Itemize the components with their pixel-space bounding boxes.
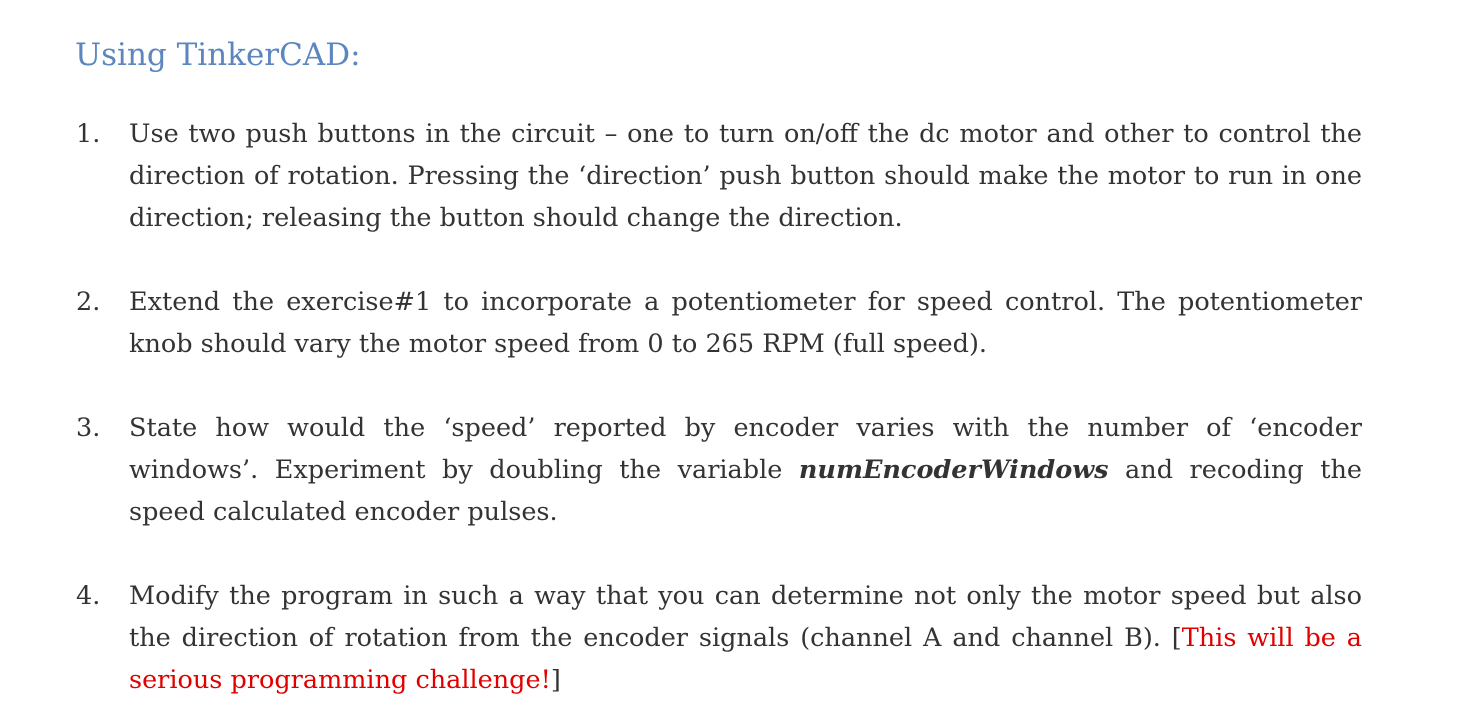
list-item (76, 575, 1362, 701)
list-item-text-part: Modify the program in such a way that you can determine not only the motor speed but also the direction of rotation from the encoder signals (channel A and channel B). [ (129, 581, 1362, 653)
list-item-number: 1. (76, 119, 101, 149)
list-item-text: Extend the exercise#1 to incorporate a potentiometer for speed control. The potentiometer knob should vary the motor speed from 0 to 265 RPM (full speed). (129, 287, 1362, 359)
list-item-number: 3. (76, 413, 101, 443)
list-item-text (129, 575, 1362, 701)
list-item-number: 2. (76, 287, 101, 317)
list-item-text-part: ] (550, 665, 561, 695)
list-item-text-part: State how would the ‘speed’ reported by encoder varies with the number of ‘encoder windows’. Experiment by doubling the variable (129, 413, 1362, 485)
list-item-number: 4. (76, 581, 101, 611)
list-item-text-part: and recoding the speed calculated encoder pulses. (129, 455, 1363, 527)
list-item (76, 281, 1362, 365)
variable-name: numEncoderWindows (798, 455, 1109, 485)
list-item (76, 113, 1362, 239)
challenge-note: This will be a serious programming challenge! (129, 623, 1362, 695)
list-item (76, 407, 1362, 533)
list-item-text: Use two push buttons in the circuit – one to turn on/off the dc motor and other to control the direction of rotation. Pressing the ‘direction’ push button should make the motor to run in one direction; releasing the button should change the direction. (129, 119, 1362, 233)
list-item-text (129, 407, 1362, 533)
document-heading: Using TinkerCAD: (75, 37, 361, 73)
